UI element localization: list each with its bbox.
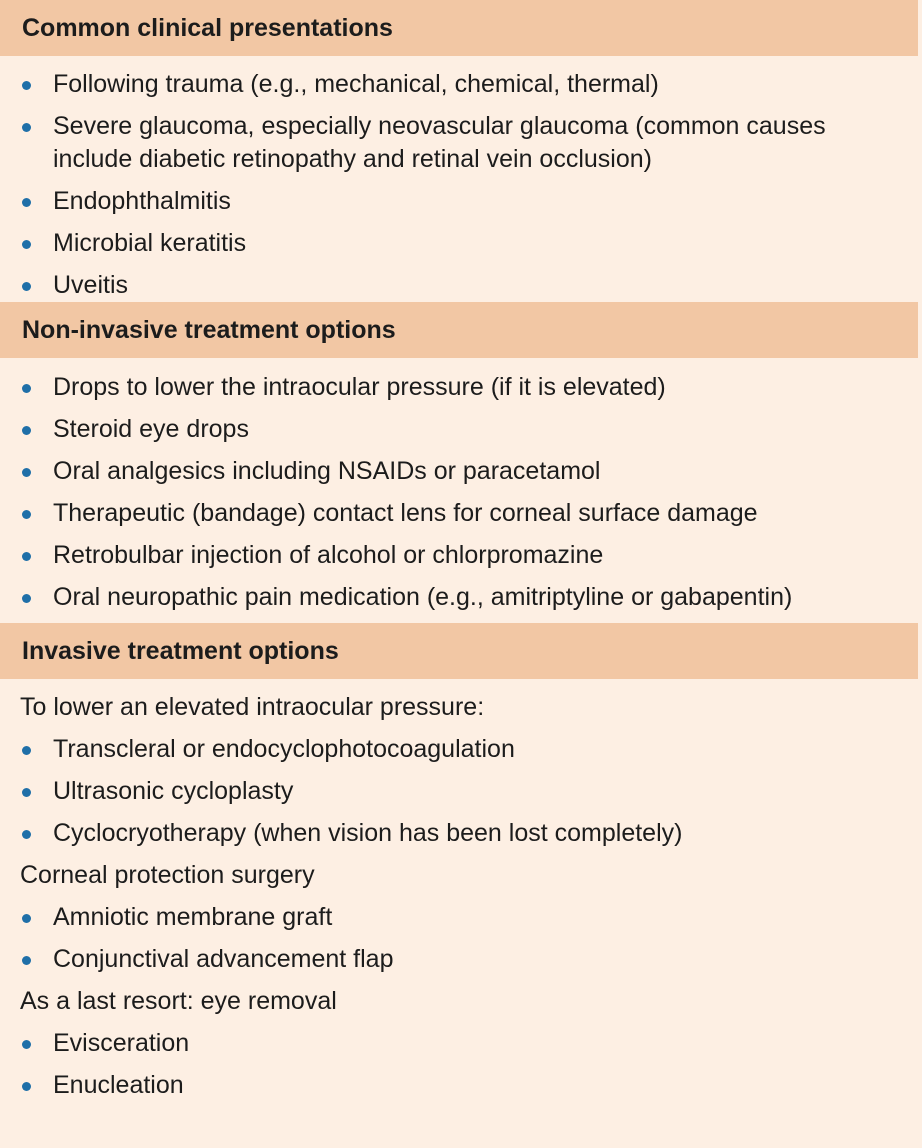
bullet-icon — [22, 1082, 31, 1091]
bullet-icon — [22, 510, 31, 519]
bullet-icon — [22, 1040, 31, 1049]
section-body — [0, 679, 918, 1102]
section-heading: Non-invasive treatment options — [0, 302, 918, 358]
bullet-list — [0, 901, 918, 976]
bullet-list — [0, 1027, 918, 1102]
bullet-icon — [22, 746, 31, 755]
bullet-icon — [22, 198, 31, 207]
bullet-list — [0, 68, 918, 302]
section-body — [0, 56, 918, 302]
list-item: Retrobulbar injection of alcohol or chlorpromazine — [0, 539, 918, 572]
list-item: Drops to lower the intraocular pressure (if it is elevated) — [0, 371, 918, 404]
list-item: Conjunctival advancement flap — [0, 943, 918, 976]
list-item: Evisceration — [0, 1027, 918, 1060]
bullet-icon — [22, 956, 31, 965]
bullet-icon — [22, 830, 31, 839]
treatment-group — [0, 985, 918, 1102]
group-intro: Corneal protection surgery — [20, 861, 315, 889]
bullet-list — [0, 733, 918, 850]
bullet-icon — [22, 282, 31, 291]
section-heading: Common clinical presentations — [0, 0, 918, 56]
bullet-list — [0, 371, 918, 614]
list-item: Oral neuropathic pain medication (e.g., amitriptyline or gabapentin) — [0, 581, 918, 614]
list-item: Endophthalmitis — [0, 185, 918, 218]
bullet-icon — [22, 788, 31, 797]
list-item: Following trauma (e.g., mechanical, chemical, thermal) — [0, 68, 918, 101]
section-heading: Invasive treatment options — [0, 623, 918, 679]
list-item: Steroid eye drops — [0, 413, 918, 446]
list-item: Microbial keratitis — [0, 227, 918, 260]
bullet-icon — [22, 552, 31, 561]
group-intro: To lower an elevated intraocular pressure: — [20, 693, 485, 721]
treatment-group — [0, 691, 918, 850]
list-item: Enucleation — [0, 1069, 918, 1102]
bullet-icon — [22, 81, 31, 90]
bullet-icon — [22, 914, 31, 923]
list-item: Transcleral or endocyclophotocoagulation — [0, 733, 918, 766]
list-item: Uveitis — [0, 269, 918, 302]
list-item: Amniotic membrane graft — [0, 901, 918, 934]
list-item: Cyclocryotherapy (when vision has been lost completely) — [0, 817, 918, 850]
section-body — [0, 358, 918, 623]
bullet-icon — [22, 594, 31, 603]
list-item: Therapeutic (bandage) contact lens for corneal surface damage — [0, 497, 918, 530]
list-item: Oral analgesics including NSAIDs or paracetamol — [0, 455, 918, 488]
list-item: Ultrasonic cycloplasty — [0, 775, 918, 808]
bullet-icon — [22, 426, 31, 435]
bullet-icon — [22, 468, 31, 477]
bullet-icon — [22, 240, 31, 249]
group-intro: As a last resort: eye removal — [20, 987, 337, 1015]
bullet-icon — [22, 384, 31, 393]
bullet-icon — [22, 123, 31, 132]
treatment-group — [0, 859, 918, 976]
list-item: Severe glaucoma, especially neovascular glaucoma (common causes include diabetic retinopathy and retinal vein occlusion) — [0, 110, 918, 176]
